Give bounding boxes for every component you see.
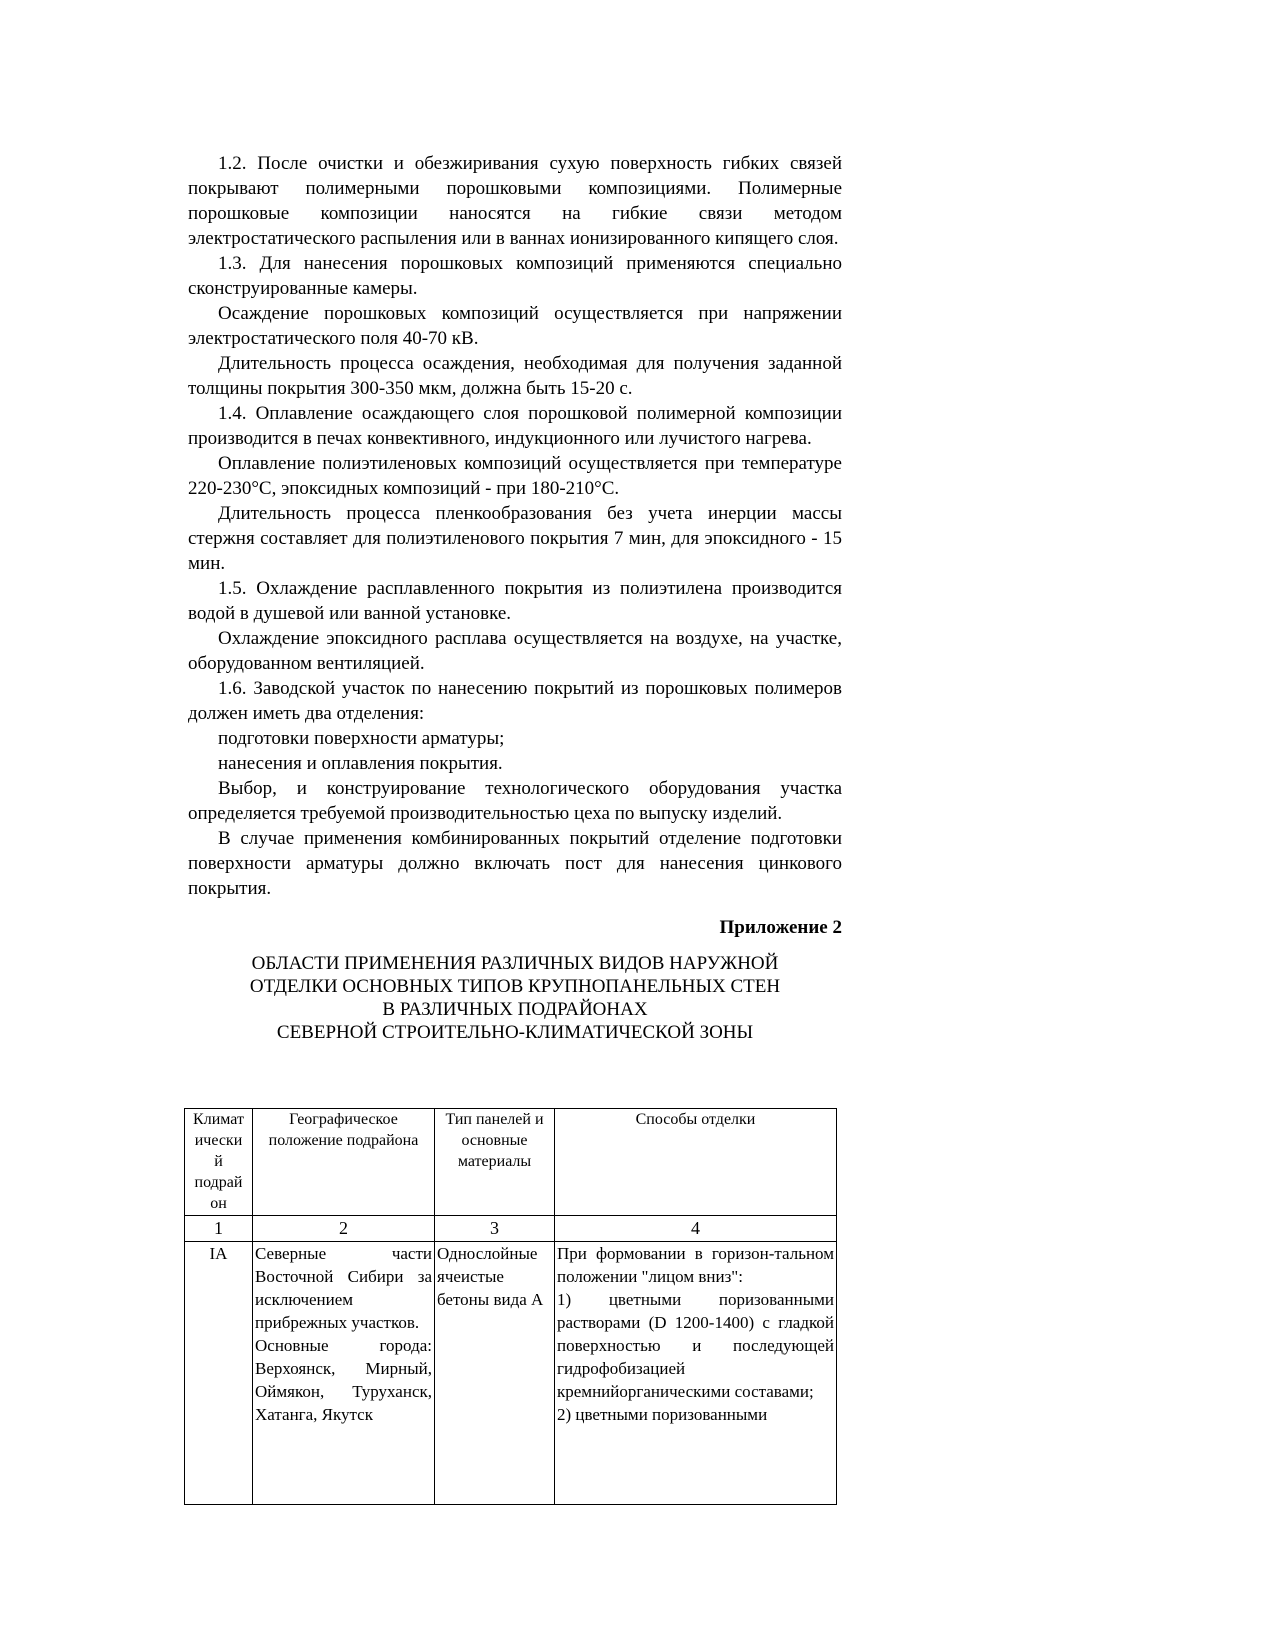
heading-line-4: СЕВЕРНОЙ СТРОИТЕЛЬНО-КЛИМАТИЧЕСКОЙ ЗОНЫ: [276, 1022, 754, 1043]
appendix-heading: [188, 952, 842, 1044]
cell-geo-position: [253, 1242, 435, 1505]
finish-method-1: 1) цветными поризованными растворами (D 1200-1400) с гладкой поверхностью и последующей гидрофобизацией кремнийорганическими составами;: [557, 1290, 834, 1401]
column-number-4: 4: [555, 1216, 837, 1242]
paragraph-1-4: 1.4. Оплавление осаждающего слоя порошковой полимерной композиции производится в печах конвективного, индукционного или лучистого нагрева.: [188, 403, 842, 449]
table-header-row: [185, 1109, 837, 1216]
paragraph-epoxy-cooling: Охлаждение эпоксидного расплава осуществляется на воздухе, на участке, оборудованном вентиляцией.: [188, 628, 842, 674]
paragraph-department-1: подготовки поверхности арматуры;: [218, 728, 505, 749]
cell-finishing-methods: [555, 1242, 837, 1505]
paragraph-department-2: нанесения и оплавления покрытия.: [218, 753, 503, 774]
appendix-label: Приложение 2: [719, 917, 842, 938]
paragraph-deposition-voltage: Осаждение порошковых композиций осуществляется при напряжении электростатического поля 40-70 кВ.: [188, 303, 842, 349]
header-geo-position: Географическое положение подрайона: [253, 1109, 435, 1216]
table-number-row: [185, 1216, 837, 1242]
heading-line-3: В РАЗЛИЧНЫХ ПОДРАЙОНАХ: [382, 999, 648, 1020]
finishing-methods-table: [184, 1108, 837, 1505]
heading-line-2: ОТДЕЛКИ ОСНОВНЫХ ТИПОВ КРУПНОПАНЕЛЬНЫХ СТЕН: [249, 976, 781, 997]
paragraph-combined-coatings: В случае применения комбинированных покрытий отделение подготовки поверхности арматуры должно включать пост для нанесения цинкового покрытия.: [188, 828, 842, 899]
header-panel-type: Тип панелей и основные материалы: [435, 1109, 555, 1216]
finish-method-2: 2) цветными поризованными: [557, 1405, 768, 1424]
paragraph-1-3: 1.3. Для нанесения порошковых композиций применяются специально сконструированные камеры.: [188, 253, 842, 299]
paragraph-1-2: 1.2. После очистки и обезжиривания сухую поверхность гибких связей покрывают полимерными порошковыми композициями. Полимерные порошковые композиции наносятся на гибкие связи методом электростатического распыления или в ваннах ионизированного кипящего слоя.: [188, 153, 842, 249]
column-number-3: 3: [435, 1216, 555, 1242]
paragraph-deposition-duration: Длительность процесса осаждения, необходимая для получения заданной толщины покрытия 300-350 мкм, должна быть 15-20 с.: [188, 353, 842, 399]
document-page: [188, 151, 842, 1044]
paragraph-equipment-choice: Выбор, и конструирование технологического оборудования участка определяется требуемой производительностью цеха по выпуску изделий.: [188, 778, 842, 824]
geo-description: Северные части Восточной Сибири за исключением прибрежных участков.: [255, 1244, 432, 1332]
column-number-1: 1: [185, 1216, 253, 1242]
table-row: [185, 1242, 837, 1505]
cell-panel-type: Однослойные ячеистые бетоны вида А: [435, 1242, 555, 1505]
geo-cities: Основные города: Верхоянск, Мирный, Оймякон, Туруханск, Хатанга, Якутск: [255, 1336, 432, 1424]
paragraph-film-duration: Длительность процесса пленкообразования без учета инерции массы стержня составляет для полиэтиленового покрытия 7 мин, для эпоксидного - 15 мин.: [188, 503, 842, 574]
paragraph-1-6: 1.6. Заводской участок по нанесению покрытий из порошковых полимеров должен иметь два отделения:: [188, 678, 842, 724]
paragraph-melting-temperature: Оплавление полиэтиленовых композиций осуществляется при температуре 220-230°С, эпоксидных композиций - при 180-210°С.: [188, 453, 842, 499]
finish-intro: При формовании в горизон-тальном положении "лицом вниз":: [557, 1244, 834, 1286]
header-finishing-methods: Способы отделки: [555, 1109, 837, 1216]
column-number-2: 2: [253, 1216, 435, 1242]
header-subregion: Климат ически й подрай он: [185, 1109, 253, 1216]
paragraph-1-5: 1.5. Охлаждение расплавленного покрытия из полиэтилена производится водой в душевой или ванной установке.: [188, 578, 842, 624]
heading-line-1: ОБЛАСТИ ПРИМЕНЕНИЯ РАЗЛИЧНЫХ ВИДОВ НАРУЖНОЙ: [251, 953, 779, 974]
cell-subregion: IА: [185, 1242, 253, 1505]
